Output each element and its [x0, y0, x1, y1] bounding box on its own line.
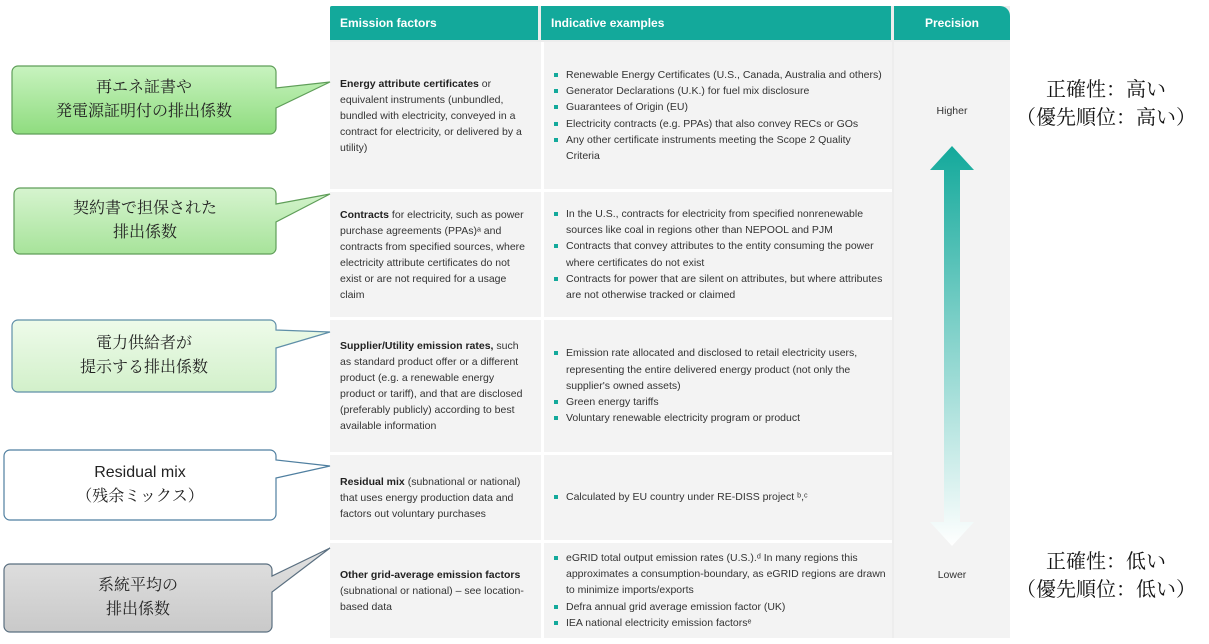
list-item: Emission rate allocated and disclosed to retail electricity users, representing the entire delivered energy product (not only the supplier's owned assets) — [566, 345, 886, 394]
callout-3-line2: 提示する排出係数 — [79, 359, 208, 376]
precision-high-line1: 正確性：高い — [1046, 79, 1166, 101]
table-row — [330, 192, 892, 320]
callout-5-line1: 系統平均の — [97, 577, 178, 594]
precision-high-note — [1006, 76, 1206, 132]
factor-cell: Other grid-average emission factors (subnational or national) – see location-based data — [340, 568, 524, 613]
examples-cell — [541, 543, 894, 638]
precision-higher-label: Higher — [936, 105, 968, 117]
factor-cell: Contracts for electricity, such as power purchase agreements (PPAs)ᵃ and contracts from specified sources, where electricity attribute certificates do not exist or are not required for a usage claim — [340, 208, 525, 301]
precision-arrow-icon — [894, 142, 1010, 582]
callout-5-line2: 排出係数 — [105, 601, 170, 618]
table-row — [330, 543, 892, 638]
precision-lower-label: Lower — [937, 569, 967, 581]
callout-3-line1: 電力供給者が — [95, 335, 192, 352]
precision-low-line2: （優先順位：低い） — [1016, 579, 1196, 601]
table-row — [330, 455, 892, 543]
examples-cell — [541, 192, 894, 317]
list-item: In the U.S., contracts for electricity from specified nonrenewable sources like coal in regions other than NEPOOL and PJM — [566, 206, 886, 238]
callout-2-line2: 排出係数 — [112, 224, 177, 241]
table-row — [330, 320, 892, 455]
list-item: Contracts for power that are silent on attributes, but where attributes are not otherwise tracked or claimed — [566, 271, 886, 303]
header-indicative-examples: Indicative examples — [541, 6, 891, 40]
examples-cell — [541, 320, 894, 452]
list-item: Any other certificate instruments meeting the Scope 2 Quality Criteria — [566, 132, 886, 164]
emission-factors-table — [330, 6, 1010, 638]
factor-cell: Supplier/Utility emission rates, such as standard product offer or a different product (e.g. a renewable energy product or tariff), and that are disclosed (preferably publicly) according to best available information — [340, 340, 523, 432]
list-item: Defra annual grid average emission factor (UK) — [566, 599, 886, 615]
list-item: Generator Declarations (U.K.) for fuel mix disclosure — [566, 83, 886, 99]
factor-cell: Energy attribute certificates or equivalent instruments (unbundled, bundled with electricity, conveyed in a contract for electricity, or delivered by a utility) — [340, 77, 522, 154]
examples-cell — [541, 455, 894, 540]
callout-1-line2: 発電源証明付の排出係数 — [55, 103, 232, 120]
header-precision: Precision — [894, 6, 1010, 40]
list-item: Guarantees of Origin (EU) — [566, 99, 886, 115]
header-emission-factors: Emission factors — [330, 6, 538, 40]
list-item: Renewable Energy Certificates (U.S., Canada, Australia and others) — [566, 67, 886, 83]
callout-4-line1: Residual mix — [94, 464, 186, 481]
precision-column — [894, 42, 1010, 638]
list-item: Voluntary renewable electricity program or product — [566, 410, 886, 426]
list-item: Green energy tariffs — [566, 394, 886, 410]
precision-low-note — [1006, 548, 1206, 604]
callout-4-line2: （残余ミックス） — [76, 488, 204, 505]
examples-cell — [541, 42, 894, 189]
callout-1-line1: 再エネ証書や — [95, 79, 192, 96]
list-item: Calculated by EU country under RE-DISS project ᵇ,ᶜ — [566, 489, 808, 505]
list-item: IEA national electricity emission factorsᵉ — [566, 615, 886, 631]
callout-2-line1: 契約書で担保された — [72, 200, 217, 217]
list-item: eGRID total output emission rates (U.S.).ᵈ In many regions this approximates a consumption-boundary, as eGRID regions are drawn to minimize imports/exports — [566, 550, 886, 599]
precision-high-line2: （優先順位：高い） — [1016, 107, 1196, 129]
precision-low-line1: 正確性：低い — [1046, 551, 1166, 573]
list-item: Contracts that convey attributes to the entity consuming the power where certificates do not exist — [566, 238, 886, 270]
list-item: Electricity contracts (e.g. PPAs) that also convey RECs or GOs — [566, 116, 886, 132]
table-row — [330, 42, 892, 192]
factor-cell: Residual mix (subnational or national) that uses energy production data and factors out voluntary purchases — [340, 475, 521, 520]
